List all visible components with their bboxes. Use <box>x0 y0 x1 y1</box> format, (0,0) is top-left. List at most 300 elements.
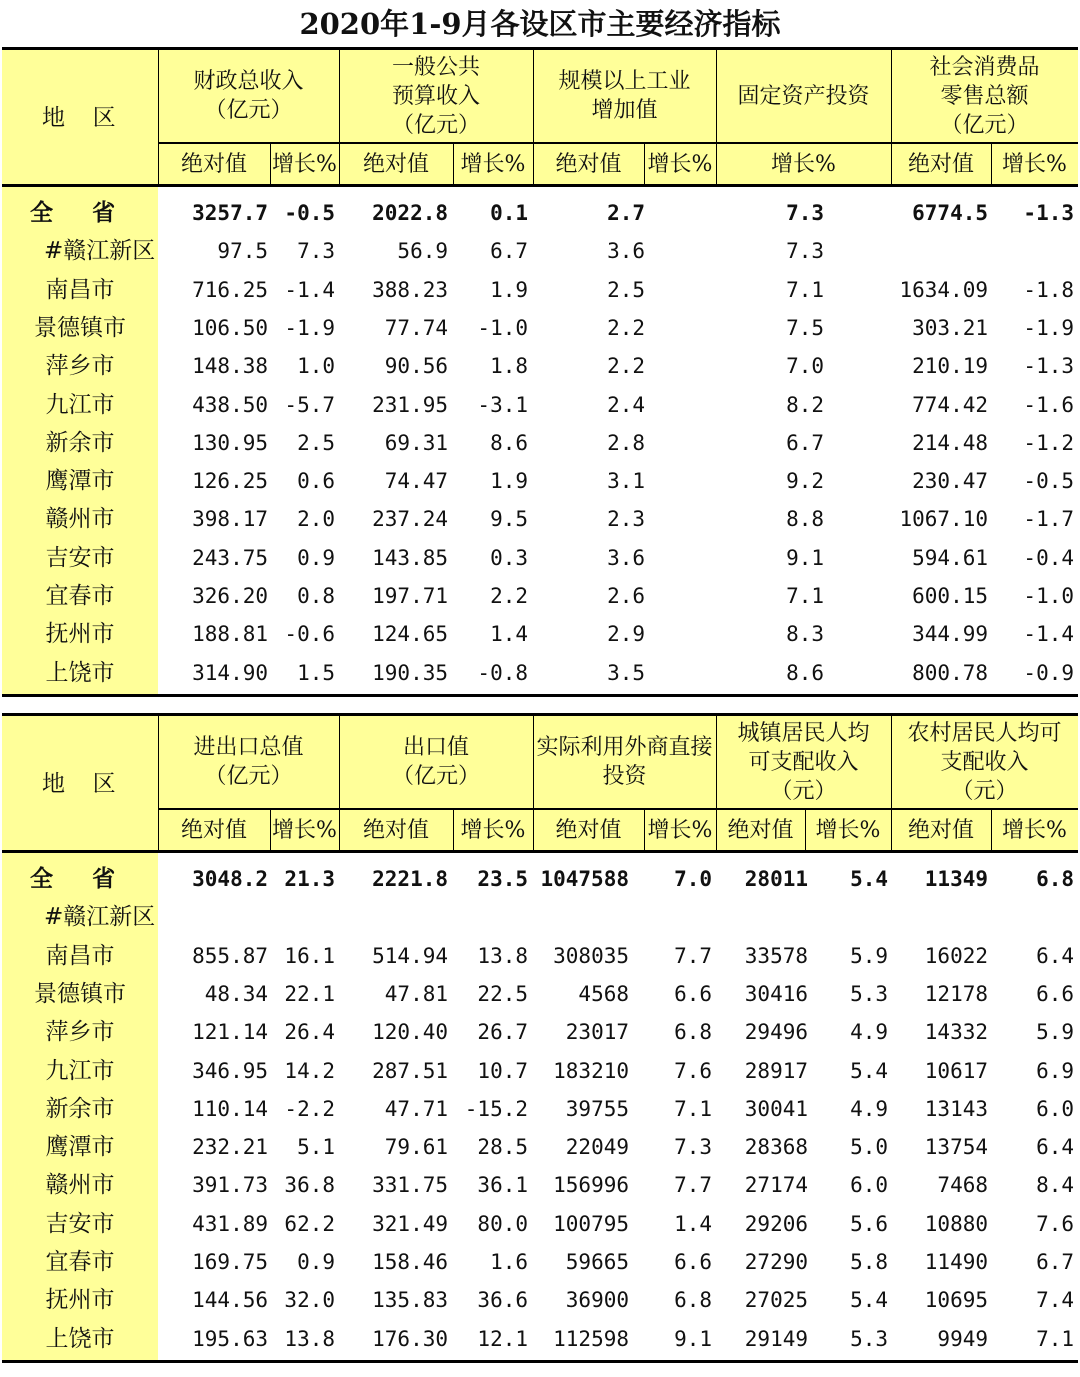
column-group-header: 一般公共 预算收入 （亿元） <box>391 54 480 138</box>
column-subheader: 增长% <box>1002 817 1067 843</box>
column-subheader: 绝对值 <box>555 817 622 843</box>
table-cell-value: 158.46 <box>372 1250 448 1274</box>
page-title: 2020年1-9月各设区市主要经济指标 <box>299 7 781 41</box>
column-group-header: 进出口总值 （亿元） <box>193 735 304 789</box>
table-cell-value: 29496 <box>744 1020 808 1045</box>
table-cell-value: -15.2 <box>464 1096 528 1121</box>
table-cell-value: 6.8 <box>674 1020 712 1045</box>
column-subheader: 增长% <box>272 151 337 177</box>
table-cell-value: 7.7 <box>674 1173 712 1198</box>
table-cell-value: 22049 <box>565 1135 629 1160</box>
table-cell-value: 9949 <box>937 1326 988 1351</box>
column-subheader: 绝对值 <box>180 151 247 177</box>
table-cell-value: 6.4 <box>1036 943 1074 968</box>
table-cell-value: -0.5 <box>284 201 335 225</box>
table-cell-value: 346.95 <box>192 1058 268 1083</box>
table-cell-value: 5.3 <box>850 1326 888 1351</box>
table-cell-value: 5.4 <box>850 867 888 891</box>
table-cell-value: 143.85 <box>372 545 448 570</box>
table-cell-value: 13.8 <box>477 943 528 968</box>
table-cell-value: 6.6 <box>674 1250 712 1274</box>
table-cell-value: 27174 <box>744 1173 808 1198</box>
table-cell-value: 22.1 <box>284 981 335 1006</box>
table-bottom-border <box>2 1360 1078 1363</box>
table-cell-value: 27290 <box>744 1250 808 1274</box>
table-cell-value: 176.30 <box>372 1326 448 1351</box>
table-cell-value: 7.7 <box>674 943 712 968</box>
table-cell-value: 303.21 <box>912 315 988 340</box>
region-name: 上饶市 <box>45 659 115 686</box>
table-cell-value: -1.0 <box>1023 584 1074 608</box>
table-cell-value: 0.9 <box>297 545 335 570</box>
table-cell-value: 1.4 <box>674 1211 712 1236</box>
header-vertical-divider <box>716 50 717 186</box>
table-cell-value: 8.2 <box>786 392 824 417</box>
table-cell-value: 1.0 <box>297 354 335 379</box>
column-subheader: 绝对值 <box>555 151 622 177</box>
table-cell-value: 11349 <box>924 867 988 891</box>
table-cell-value: 6774.5 <box>912 201 988 225</box>
table-cell-value: 344.99 <box>912 622 988 647</box>
table-cell-value: 69.31 <box>384 430 448 455</box>
table-cell-value: 29149 <box>744 1326 808 1351</box>
table-cell-value: 47.71 <box>384 1096 448 1121</box>
region-name: 宜春市 <box>45 583 115 609</box>
column-subheader: 增长% <box>647 151 713 177</box>
table-cell-value: 62.2 <box>284 1211 335 1236</box>
column-group-header: 财政总收入 （亿元） <box>193 69 304 123</box>
table-cell-value: 106.50 <box>192 315 268 340</box>
header-vertical-divider <box>339 50 340 186</box>
table-cell-value: 1067.10 <box>899 507 988 532</box>
table-cell-value: 30041 <box>744 1096 808 1121</box>
table-cell-value: 7.3 <box>674 1135 712 1160</box>
region-name: 景德镇市 <box>34 314 126 341</box>
table-cell-value: 716.25 <box>192 277 268 302</box>
column-subheader: 绝对值 <box>907 151 974 177</box>
table-cell-value: -1.9 <box>1023 315 1074 340</box>
table-cell-value: 5.9 <box>850 943 888 968</box>
table-cell-value: 2.6 <box>607 584 645 608</box>
region-name: 吉安市 <box>45 544 115 571</box>
column-subheader: 增长% <box>1002 151 1067 177</box>
table-cell-value: 36.8 <box>284 1173 335 1198</box>
table-cell-value: 0.6 <box>297 469 335 494</box>
table-cell-value: 231.95 <box>372 392 448 417</box>
region-name: 九江市 <box>45 391 115 418</box>
header-vertical-divider <box>716 716 717 852</box>
table-cell-value: 36.1 <box>477 1173 528 1198</box>
header-vertical-divider <box>891 716 892 852</box>
table-cell-value: 2022.8 <box>372 201 448 225</box>
table-cell-value: -2.2 <box>284 1096 335 1121</box>
column-subheader: 增长% <box>771 151 836 177</box>
table-cell-value: 774.42 <box>912 392 988 417</box>
column-group-header: 社会消费品 零售总额 （亿元） <box>929 54 1040 138</box>
column-subheader: 绝对值 <box>362 817 429 843</box>
table-cell-value: 23017 <box>565 1020 629 1045</box>
table-cell-value: 26.4 <box>284 1020 335 1045</box>
table-cell-value: 7.6 <box>1036 1211 1074 1236</box>
table-cell-value: 391.73 <box>192 1173 268 1198</box>
table-cell-value: 156996 <box>553 1173 629 1198</box>
table-cell-value: 169.75 <box>192 1250 268 1274</box>
region-name: 南昌市 <box>45 942 115 969</box>
table-cell-value: 7.5 <box>786 315 824 340</box>
table-cell-value: 855.87 <box>192 943 268 968</box>
table-cell-value: 5.3 <box>850 981 888 1006</box>
table-cell-value: 6.6 <box>1036 981 1074 1006</box>
table-cell-value: 5.4 <box>850 1058 888 1083</box>
table-cell-value: 388.23 <box>372 277 448 302</box>
table-cell-value: 121.14 <box>192 1020 268 1045</box>
subheader-vertical-divider <box>270 142 271 186</box>
column-subheader: 绝对值 <box>180 817 247 843</box>
header-divider <box>158 142 1078 144</box>
table-cell-value: 3.5 <box>607 660 645 685</box>
table-cell-value: 4.9 <box>850 1096 888 1121</box>
table-cell-value: 314.90 <box>192 660 268 685</box>
region-name: 赣州市 <box>45 506 115 533</box>
table-cell-value: 39755 <box>565 1096 629 1121</box>
header-vertical-divider <box>533 50 534 186</box>
table-cell-value: 27025 <box>744 1288 808 1313</box>
table-cell-value: 214.48 <box>912 430 988 455</box>
table-cell-value: 7468 <box>937 1173 988 1198</box>
table-cell-value: 594.61 <box>912 545 988 570</box>
table-cell-value: 7.1 <box>674 1096 712 1121</box>
table-cell-value: 28368 <box>744 1135 808 1160</box>
table-cell-value: 1634.09 <box>899 277 988 302</box>
table-cell-value: 10617 <box>924 1058 988 1083</box>
table-cell-value: 3.6 <box>607 239 645 264</box>
table-cell-value: 2.0 <box>297 507 335 532</box>
table-cell-value: 6.6 <box>674 981 712 1006</box>
table-cell-value: 7.4 <box>1036 1288 1074 1313</box>
table-cell-value: 1.8 <box>490 354 528 379</box>
table-cell-value: 8.8 <box>786 507 824 532</box>
table-cell-value: 90.56 <box>384 354 448 379</box>
table-cell-value: 7.0 <box>786 354 824 379</box>
table-cell-value: 3.1 <box>607 469 645 494</box>
column-group-header: 城镇居民人均 可支配收入 （元） <box>737 720 870 804</box>
table-cell-value: 48.34 <box>204 981 268 1006</box>
region-name: 新余市 <box>45 1095 115 1122</box>
table-cell-value: -0.6 <box>284 622 335 647</box>
table-cell-value: 0.3 <box>490 545 528 570</box>
table-cell-value: 7.3 <box>297 239 335 264</box>
table-cell-value: 135.83 <box>372 1288 448 1313</box>
table-cell-value: 124.65 <box>372 622 448 647</box>
header-bottom-border <box>2 850 1078 853</box>
region-name: 九江市 <box>45 1057 115 1084</box>
column-subheader: 绝对值 <box>907 817 974 843</box>
table-cell-value: 5.4 <box>850 1288 888 1313</box>
table-cell-value: 321.49 <box>372 1211 448 1236</box>
table-cell-value: 6.8 <box>674 1288 712 1313</box>
table-cell-value: 1047588 <box>540 867 629 891</box>
table-cell-value: 148.38 <box>192 354 268 379</box>
table-cell-value: 59665 <box>565 1250 629 1274</box>
column-group-header: 出口值 （亿元） <box>391 735 480 789</box>
table-cell-value: 1.6 <box>490 1250 528 1274</box>
table-cell-value: 56.9 <box>397 239 448 264</box>
table-cell-value: 16022 <box>924 943 988 968</box>
table-cell-value: 112598 <box>553 1326 629 1351</box>
region-name: 上饶市 <box>45 1325 115 1352</box>
table-cell-value: 0.1 <box>490 201 528 225</box>
table-cell-value: 2221.8 <box>372 867 448 891</box>
table-cell-value: 7.3 <box>786 201 824 225</box>
table-cell-value: -0.9 <box>1023 660 1074 685</box>
column-subheader: 绝对值 <box>727 817 794 843</box>
table-cell-value: 7.1 <box>786 584 824 608</box>
table-cell-value: 232.21 <box>192 1135 268 1160</box>
table-cell-value: 130.95 <box>192 430 268 455</box>
column-group-header: 实际利用外商直接 投资 <box>536 735 713 789</box>
column-group-header: 规模以上工业 增加值 <box>558 69 691 123</box>
header-divider <box>158 808 1078 810</box>
table-cell-value: 2.4 <box>607 392 645 417</box>
table-cell-value: 28011 <box>744 867 808 891</box>
subheader-vertical-divider <box>270 808 271 852</box>
region-name: 赣州市 <box>45 1172 115 1199</box>
table-cell-value: 331.75 <box>372 1173 448 1198</box>
table-cell-value: 2.2 <box>607 354 645 379</box>
table-cell-value: 13143 <box>924 1096 988 1121</box>
table-cell-value: 2.9 <box>607 622 645 647</box>
table-cell-value: 1.5 <box>297 660 335 685</box>
column-subheader: 增长% <box>272 817 337 843</box>
header-vertical-divider <box>533 716 534 852</box>
table-cell-value: 6.7 <box>490 239 528 264</box>
table-cell-value: 6.8 <box>1036 867 1074 891</box>
table-cell-value: 30416 <box>744 981 808 1006</box>
table-cell-value: 398.17 <box>192 507 268 532</box>
table-cell-value: -0.8 <box>477 660 528 685</box>
table-cell-value: 0.9 <box>297 1250 335 1274</box>
table-cell-value: 2.5 <box>297 430 335 455</box>
table-cell-value: 243.75 <box>192 545 268 570</box>
table-cell-value: 2.2 <box>607 315 645 340</box>
table-cell-value: 36900 <box>565 1288 629 1313</box>
column-group-header: 固定资产投资 <box>737 83 870 109</box>
table-cell-value: 28917 <box>744 1058 808 1083</box>
subheader-vertical-divider <box>453 142 454 186</box>
table-cell-value: 10880 <box>924 1211 988 1236</box>
table-cell-value: 3.6 <box>607 545 645 570</box>
table-cell-value: 12178 <box>924 981 988 1006</box>
table-cell-value: 3048.2 <box>192 867 268 891</box>
header-vertical-divider <box>339 716 340 852</box>
table-cell-value: 12.1 <box>477 1326 528 1351</box>
subheader-vertical-divider <box>644 142 645 186</box>
table-cell-value: -0.5 <box>1023 469 1074 494</box>
table-cell-value: 9.2 <box>786 469 824 494</box>
table-cell-value: 195.63 <box>192 1326 268 1351</box>
column-subheader: 增长% <box>647 817 713 843</box>
column-subheader: 绝对值 <box>362 151 429 177</box>
table-cell-value: -1.7 <box>1023 507 1074 532</box>
table-cell-value: 144.56 <box>192 1288 268 1313</box>
table-cell-value: 5.1 <box>297 1135 335 1160</box>
table-cell-value: 2.3 <box>607 507 645 532</box>
table-cell-value: 188.81 <box>192 622 268 647</box>
subheader-vertical-divider <box>453 808 454 852</box>
table-cell-value: 5.6 <box>850 1211 888 1236</box>
table-cell-value: 4.9 <box>850 1020 888 1045</box>
table-cell-value: 80.0 <box>477 1211 528 1236</box>
table-cell-value: 183210 <box>553 1058 629 1083</box>
table-cell-value: 7.6 <box>674 1058 712 1083</box>
table-cell-value: 77.74 <box>384 315 448 340</box>
table-cell-value: -1.3 <box>1023 354 1074 379</box>
column-subheader: 增长% <box>460 151 526 177</box>
table-cell-value: 7.1 <box>786 277 824 302</box>
table-cell-value: 2.2 <box>490 584 528 608</box>
table-cell-value: 326.20 <box>192 584 268 608</box>
table-cell-value: 431.89 <box>192 1211 268 1236</box>
table-cell-value: 79.61 <box>384 1135 448 1160</box>
table-cell-value: 10695 <box>924 1288 988 1313</box>
table-cell-value: 16.1 <box>284 943 335 968</box>
table-cell-value: 210.19 <box>912 354 988 379</box>
table-cell-value: -0.4 <box>1023 545 1074 570</box>
table-cell-value: 100795 <box>553 1211 629 1236</box>
table-cell-value: 800.78 <box>912 660 988 685</box>
table-cell-value: 74.47 <box>384 469 448 494</box>
region-name: 全 省 <box>30 199 124 226</box>
region-name: 抚州市 <box>45 1287 115 1314</box>
region-header: 地 区 <box>42 104 118 131</box>
table-cell-value: 287.51 <box>372 1058 448 1083</box>
table-cell-value: 3257.7 <box>192 201 268 225</box>
table-cell-value: -1.2 <box>1023 430 1074 455</box>
table-cell-value: 7.0 <box>674 867 712 891</box>
table-cell-value: 13.8 <box>284 1326 335 1351</box>
table-cell-value: 308035 <box>553 943 629 968</box>
table-cell-value: 7.3 <box>786 239 824 264</box>
table-cell-value: 126.25 <box>192 469 268 494</box>
table-cell-value: 9.1 <box>786 545 824 570</box>
column-subheader: 增长% <box>460 817 526 843</box>
table-cell-value: 190.35 <box>372 660 448 685</box>
table-cell-value: 32.0 <box>284 1288 335 1313</box>
table-cell-value: 237.24 <box>372 507 448 532</box>
table-cell-value: 2.8 <box>607 430 645 455</box>
table-cell-value: 23.5 <box>477 867 528 891</box>
table-cell-value: 514.94 <box>372 943 448 968</box>
region-name: 景德镇市 <box>34 980 126 1007</box>
region-name: 萍乡市 <box>45 1019 115 1046</box>
table-cell-value: 47.81 <box>384 981 448 1006</box>
table-cell-value: 26.7 <box>477 1020 528 1045</box>
table-cell-value: -3.1 <box>477 392 528 417</box>
table-bottom-border <box>2 694 1078 697</box>
table-cell-value: 230.47 <box>912 469 988 494</box>
table-cell-value: 8.4 <box>1036 1173 1074 1198</box>
table-cell-value: 6.4 <box>1036 1135 1074 1160</box>
table-cell-value: 28.5 <box>477 1135 528 1160</box>
region-name: 宜春市 <box>45 1249 115 1275</box>
table-cell-value: 6.7 <box>1036 1250 1074 1274</box>
table-cell-value: 13754 <box>924 1135 988 1160</box>
table-cell-value: 1.4 <box>490 622 528 647</box>
region-name: 萍乡市 <box>45 353 115 380</box>
table-cell-value: 8.6 <box>786 660 824 685</box>
table-cell-value: 5.0 <box>850 1135 888 1160</box>
header-vertical-divider <box>158 50 159 186</box>
header-vertical-divider <box>891 50 892 186</box>
table-cell-value: 8.6 <box>490 430 528 455</box>
table-cell-value: -1.3 <box>1023 201 1074 225</box>
table-cell-value: 29206 <box>744 1211 808 1236</box>
region-name: 南昌市 <box>45 276 115 303</box>
column-subheader: 增长% <box>815 817 881 843</box>
table-cell-value: -1.6 <box>1023 392 1074 417</box>
table-cell-value: 5.9 <box>1036 1020 1074 1045</box>
header-bottom-border <box>2 184 1078 187</box>
table-cell-value: 8.3 <box>786 622 824 647</box>
region-name: 鹰潭市 <box>45 1134 115 1161</box>
table-cell-value: 33578 <box>744 943 808 968</box>
table-cell-value: -1.4 <box>1023 622 1074 647</box>
table-cell-value: 4568 <box>578 981 629 1006</box>
table-cell-value: 14.2 <box>284 1058 335 1083</box>
table-cell-value: 1.9 <box>490 277 528 302</box>
table-cell-value: 2.7 <box>607 201 645 225</box>
table-cell-value: 9.1 <box>674 1326 712 1351</box>
table-cell-value: 120.40 <box>372 1020 448 1045</box>
table-cell-value: -1.9 <box>284 315 335 340</box>
table-cell-value: 438.50 <box>192 392 268 417</box>
subheader-vertical-divider <box>644 808 645 852</box>
subheader-vertical-divider <box>991 142 992 186</box>
table-cell-value: 5.8 <box>850 1250 888 1274</box>
region-name: 抚州市 <box>45 621 115 648</box>
region-name: 新余市 <box>45 429 115 456</box>
table-cell-value: 10.7 <box>477 1058 528 1083</box>
subheader-vertical-divider <box>991 808 992 852</box>
table-cell-value: 0.8 <box>297 584 335 608</box>
table-cell-value: 7.1 <box>1036 1326 1074 1351</box>
table-cell-value: 197.71 <box>372 584 448 608</box>
table-cell-value: -1.4 <box>284 277 335 302</box>
table-cell-value: 36.6 <box>477 1288 528 1313</box>
table-cell-value: 6.0 <box>1036 1096 1074 1121</box>
table-cell-value: 97.5 <box>217 239 268 264</box>
region-name: #赣江新区 <box>44 238 156 265</box>
table-cell-value: 11490 <box>924 1250 988 1274</box>
header-vertical-divider <box>158 716 159 852</box>
table-cell-value: 14332 <box>924 1020 988 1045</box>
region-name: 吉安市 <box>45 1210 115 1237</box>
table-cell-value: 1.9 <box>490 469 528 494</box>
table-cell-value: -1.0 <box>477 315 528 340</box>
table-cell-value: -1.8 <box>1023 277 1074 302</box>
column-group-header: 农村居民人均可 支配收入 （元） <box>907 720 1062 804</box>
region-header: 地 区 <box>42 770 118 797</box>
table-cell-value: -5.7 <box>284 392 335 417</box>
region-name: #赣江新区 <box>44 904 156 931</box>
region-name: 全 省 <box>30 865 124 892</box>
table-cell-value: 21.3 <box>284 867 335 891</box>
table-cell-value: 600.15 <box>912 584 988 608</box>
subheader-vertical-divider <box>805 808 806 852</box>
region-name: 鹰潭市 <box>45 468 115 495</box>
table-cell-value: 6.0 <box>850 1173 888 1198</box>
table-cell-value: 110.14 <box>192 1096 268 1121</box>
